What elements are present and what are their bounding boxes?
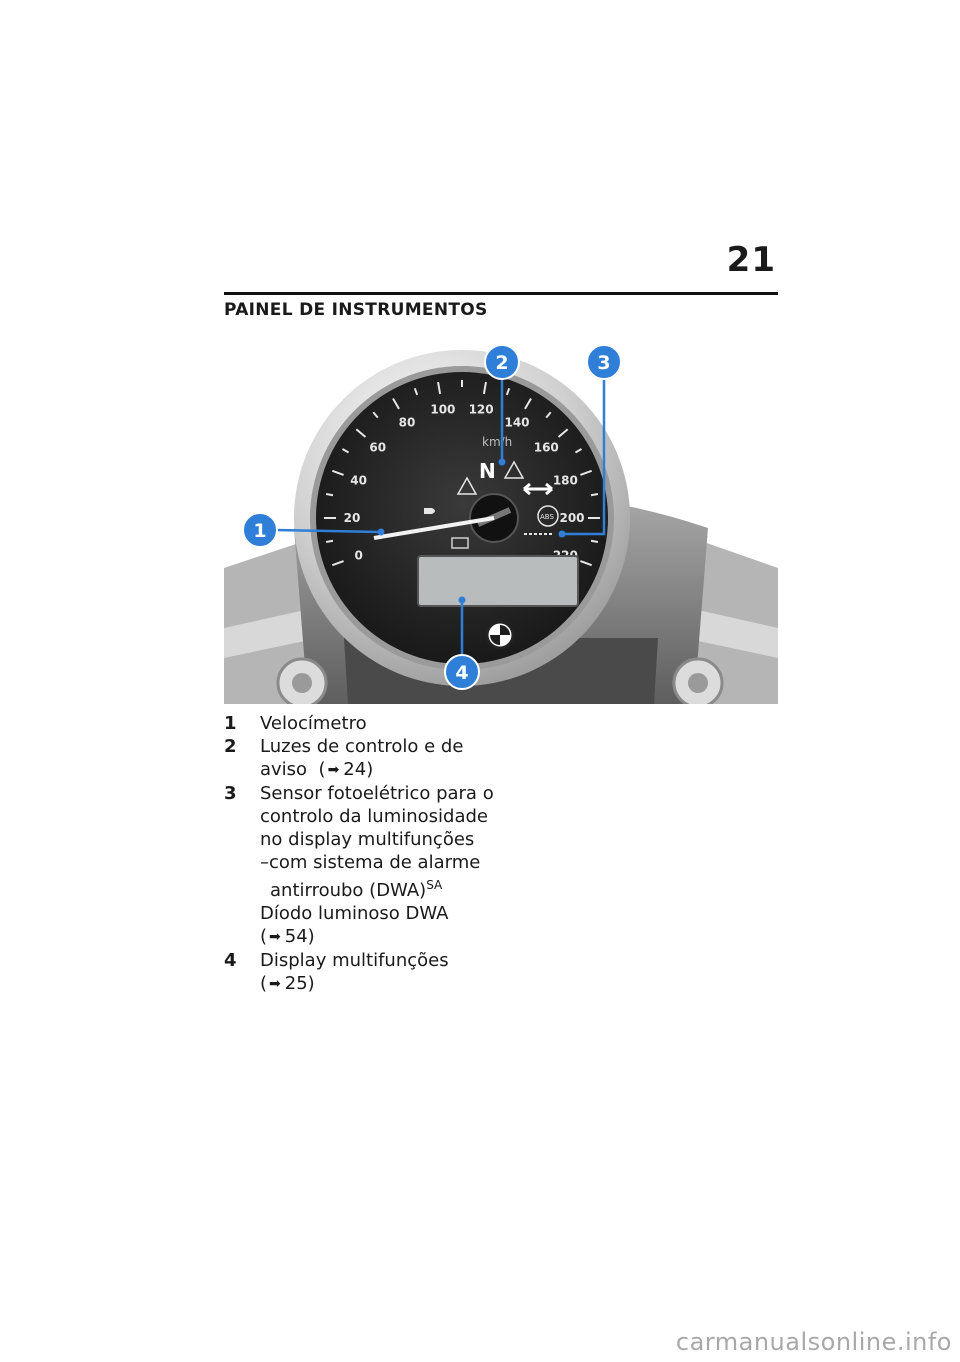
page-reference-arrow-icon: ➡	[327, 762, 340, 778]
header-rule	[224, 292, 778, 295]
svg-text:4: 4	[455, 662, 469, 684]
instrument-cluster-figure	[224, 338, 778, 704]
callout-3	[587, 345, 621, 379]
legend-text: Sensor fotoelétrico para o	[260, 783, 494, 804]
speedometer-tick-label: 80	[398, 415, 416, 430]
callout-2	[485, 345, 519, 379]
speedometer-tick	[326, 494, 333, 495]
page-reference-arrow-icon: ➡	[269, 976, 281, 992]
multifunction-display	[418, 556, 578, 606]
speedometer-tick-label: 180	[552, 473, 578, 488]
legend-item-1	[224, 712, 524, 735]
legend-xref: ( ➡ 25)	[260, 973, 315, 994]
section-title: PAINEL DE INSTRUMENTOS	[224, 300, 488, 320]
svg-text:1: 1	[253, 520, 267, 542]
callout-4	[445, 655, 479, 689]
speedometer-tick-label: 0	[354, 548, 363, 563]
legend-xref: ( ➡ 54)	[260, 926, 315, 947]
legend-item-2	[224, 735, 524, 782]
legend-item-4	[224, 949, 524, 996]
page-reference[interactable]: 25)	[284, 973, 315, 994]
speedometer-tick	[591, 494, 598, 495]
legend-number: 3	[224, 783, 237, 804]
speedometer-tick-label: 20	[343, 511, 361, 525]
legend-option: –com sistema de alarme	[260, 852, 481, 873]
callout-1	[243, 513, 277, 547]
instrument-cluster-illustration	[224, 338, 778, 704]
svg-text:2: 2	[495, 352, 509, 374]
svg-text:3: 3	[597, 352, 611, 374]
legend-text: Velocímetro	[260, 713, 367, 734]
speedometer-tick-label: 120	[468, 402, 494, 417]
speedometer-tick	[591, 541, 598, 542]
page-reference[interactable]: 54)	[284, 926, 315, 947]
legend-number: 1	[224, 713, 237, 734]
page-number: 21	[726, 240, 776, 280]
legend-text: Díodo luminoso DWA	[260, 903, 449, 924]
speedometer-tick	[326, 541, 333, 542]
neutral-indicator: N	[479, 459, 496, 483]
abs-label: ABS	[540, 513, 554, 521]
speedometer-tick-label: 200	[559, 511, 585, 525]
speedometer-tick-label: 140	[504, 415, 530, 430]
legend-text-cont: aviso ( ➡ 24)	[260, 759, 374, 780]
speedometer-tick-label: 40	[350, 473, 367, 488]
footer-watermark[interactable]: carmanualsonline.info	[675, 1328, 952, 1356]
page-reference-arrow-icon: ➡	[269, 929, 281, 945]
page-reference[interactable]: 24)	[343, 759, 374, 780]
speedometer-tick-label: 100	[430, 402, 456, 417]
legend-number: 4	[224, 950, 237, 971]
legend-text: no display multifunções	[260, 829, 475, 850]
legend-option-cont: antirroubo (DWA)$^{SA}$	[270, 878, 443, 901]
figure-legend	[224, 712, 524, 996]
legend-text: controlo da luminosidade	[260, 806, 489, 827]
optional-equipment-badge: SA	[426, 878, 443, 892]
legend-text: Display multifunções	[260, 950, 449, 971]
speedometer-tick-label: 60	[369, 440, 387, 455]
legend-number: 2	[224, 736, 237, 757]
speed-unit-label: km/h	[482, 435, 513, 449]
headlight-icon	[424, 508, 435, 514]
legend-text: Luzes de controlo e de	[260, 736, 464, 757]
speedometer-tick-label: 160	[533, 440, 559, 455]
legend-item-3	[224, 782, 524, 949]
